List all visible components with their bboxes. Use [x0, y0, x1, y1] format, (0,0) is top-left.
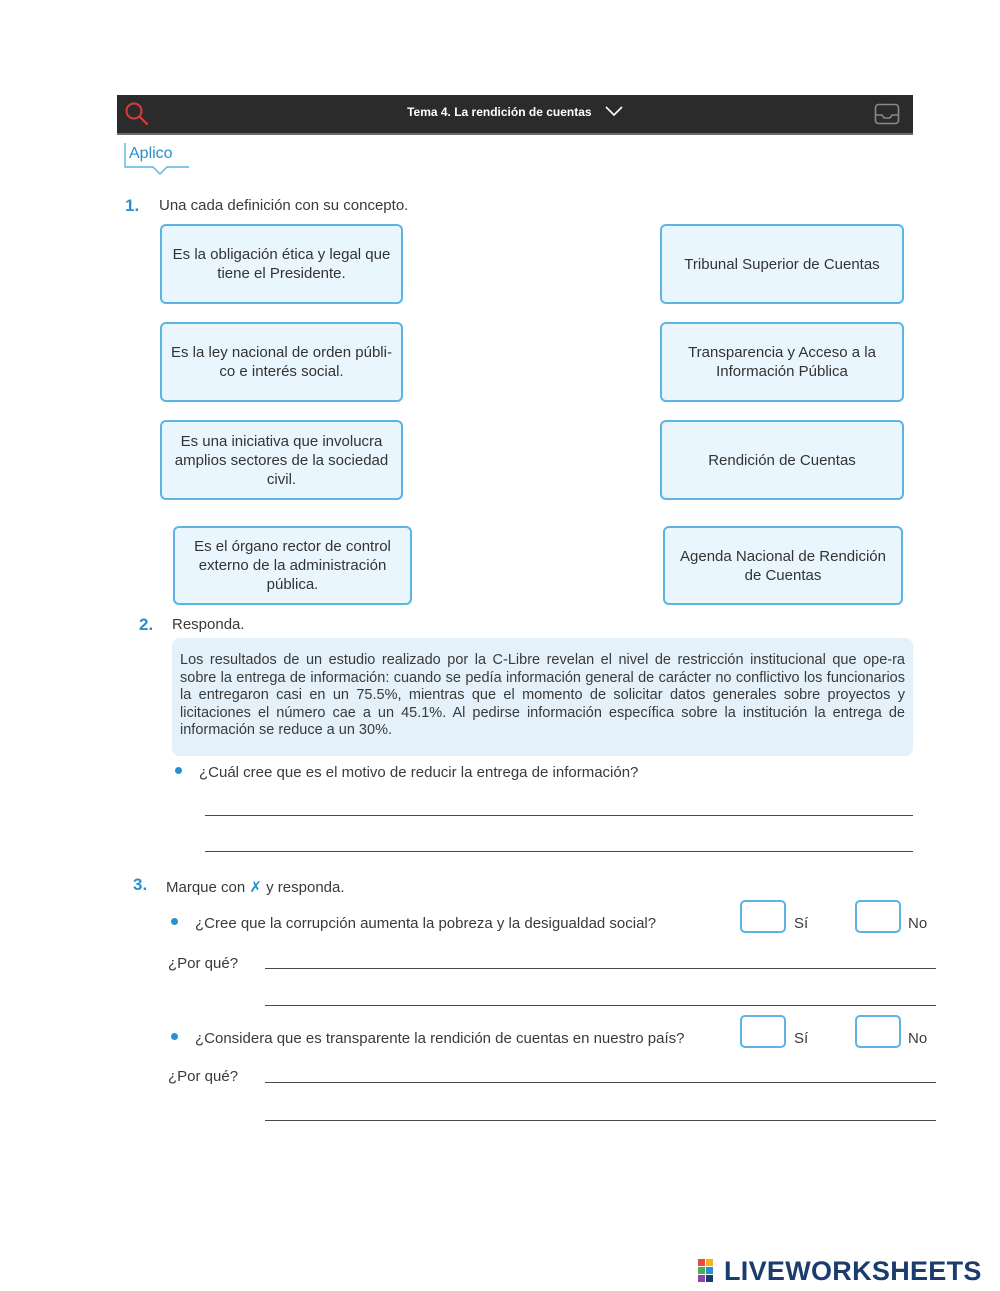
- question-3-item-1: ¿Cree que la corrupción aumenta la pobreza y la desigualdad social?: [195, 915, 657, 932]
- yes-label: Sí: [794, 915, 809, 932]
- definition-card-4[interactable]: Es el órgano rector de control externo de la administración pública.: [173, 526, 412, 605]
- answer-line[interactable]: [265, 968, 936, 969]
- answer-line[interactable]: [265, 1120, 936, 1121]
- definition-card-2[interactable]: Es la ley nacional de orden públi-co e interés social.: [160, 322, 403, 402]
- answer-line[interactable]: [265, 1005, 936, 1006]
- no-checkbox[interactable]: [855, 1015, 901, 1048]
- brand-name: LIVEWORKSHEETS: [724, 1256, 982, 1286]
- page-title-text: Tema 4. La rendición de cuentas: [407, 105, 592, 119]
- cross-mark-icon: ✗: [249, 879, 262, 896]
- question-3-number: 3.: [133, 875, 148, 894]
- question-2-prompt: Responda.: [172, 616, 245, 633]
- header-bar: [117, 95, 913, 135]
- tray-icon[interactable]: [874, 103, 900, 130]
- definition-card-3[interactable]: Es una iniciativa que involucra amplios sectores de la sociedad civil.: [160, 420, 403, 500]
- concept-card-1[interactable]: Tribunal Superior de Cuentas: [660, 224, 904, 304]
- page-title[interactable]: [117, 105, 913, 120]
- no-label: No: [908, 1030, 928, 1047]
- question-1-number: 1.: [125, 196, 140, 215]
- reading-passage: Los resultados de un estudio realizado por la C-Libre revelan el nivel de restricción institucional que ope-ra sobre la entrega de información: cuando se pedía información general de carácter no conflictivo los funcionarios la entregaron casi en un 75.5%, mientras que el momento de solicitar datos generales sobre proyectos y licitaciones el número cae a un 45.1%. Al pedirse información específica sobre la institución la entrega de información se reduce a un 30%.: [172, 638, 913, 756]
- liveworksheets-logo-icon: [698, 1259, 722, 1283]
- answer-line[interactable]: [205, 851, 913, 852]
- question-3-item-2: ¿Considera que es transparente la rendición de cuentas en nuestro país?: [195, 1030, 685, 1047]
- section-tag: [124, 141, 190, 171]
- yes-checkbox[interactable]: [740, 1015, 786, 1048]
- answer-line[interactable]: [205, 815, 913, 816]
- question-3-prompt: [166, 878, 345, 896]
- question-2-subquestion: ¿Cuál cree que es el motivo de reducir la entrega de información?: [199, 764, 639, 781]
- answer-line[interactable]: [265, 1082, 936, 1083]
- bullet: [175, 767, 182, 774]
- yes-label: Sí: [794, 1030, 809, 1047]
- yes-checkbox[interactable]: [740, 900, 786, 933]
- why-label: ¿Por qué?: [168, 1068, 239, 1085]
- question-1-prompt: Una cada definición con su concepto.: [159, 197, 409, 214]
- bullet: [171, 918, 178, 925]
- question-2-number: 2.: [139, 615, 154, 634]
- bullet: [171, 1033, 178, 1040]
- concept-card-4[interactable]: Agenda Nacional de Rendición de Cuentas: [663, 526, 903, 605]
- prompt-text: y responda.: [266, 879, 345, 896]
- no-label: No: [908, 915, 928, 932]
- why-label: ¿Por qué?: [168, 955, 239, 972]
- no-checkbox[interactable]: [855, 900, 901, 933]
- concept-card-2[interactable]: Transparencia y Acceso a la Información Pública: [660, 322, 904, 402]
- chevron-down-icon[interactable]: [605, 106, 623, 120]
- prompt-text: Marque con: [166, 879, 246, 896]
- concept-card-3[interactable]: Rendición de Cuentas: [660, 420, 904, 500]
- definition-card-1[interactable]: Es la obligación ética y legal que tiene el Presidente.: [160, 224, 403, 304]
- section-tag-label: Aplico: [129, 145, 173, 162]
